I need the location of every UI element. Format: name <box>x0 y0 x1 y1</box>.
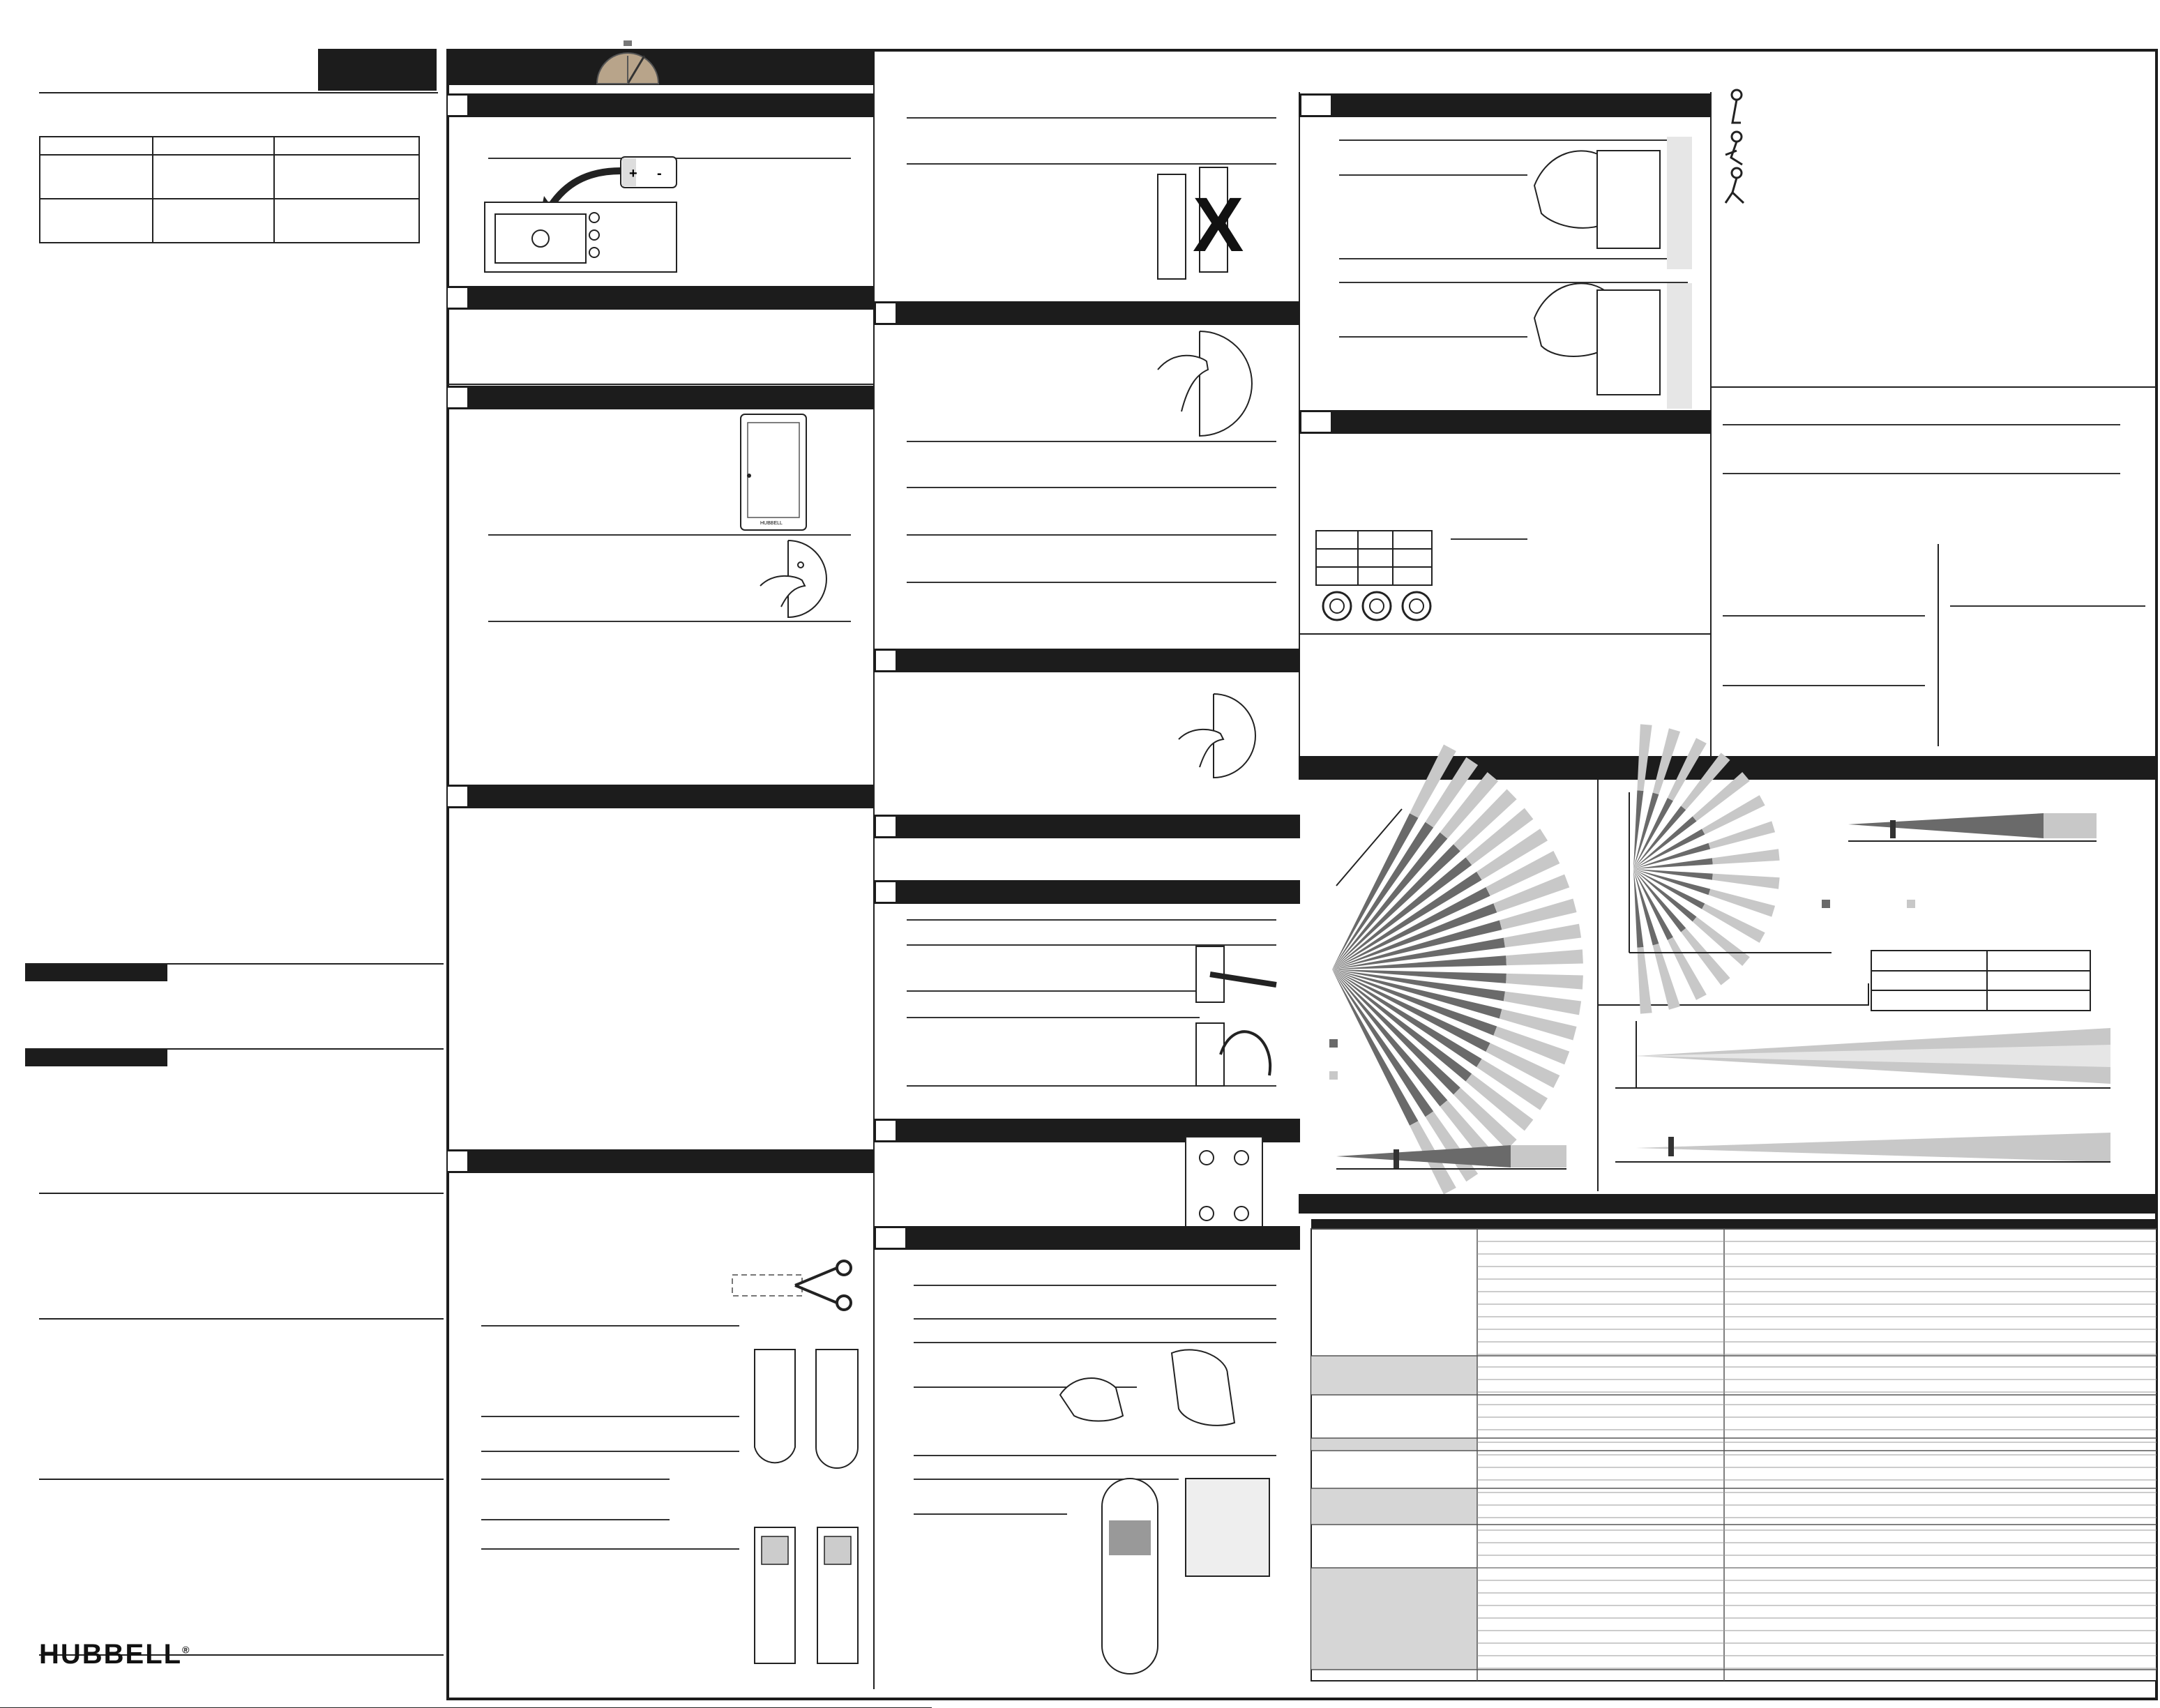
adjust-knobs <box>1321 590 1433 622</box>
range-table <box>1871 950 2091 1011</box>
text-line-c1-5 <box>481 1416 739 1417</box>
step-number-7 <box>875 649 897 672</box>
step-number-4 <box>446 785 469 808</box>
text-line-c1-7 <box>481 1479 670 1480</box>
left-section-rule-2 <box>25 1048 444 1050</box>
switch-brand-label: HUBBELL <box>760 521 783 526</box>
section-bar-6 <box>873 301 1300 325</box>
text-line-c2-4 <box>907 487 1276 488</box>
text-line-c4-1 <box>1723 424 2120 425</box>
text-line-c1-3 <box>488 621 851 622</box>
section-bar-3 <box>446 386 873 409</box>
step-number-2 <box>446 287 469 309</box>
rule-1 <box>446 384 873 385</box>
coverage-divider-h <box>1597 1004 1869 1006</box>
text-line-c4-5 <box>1950 605 2145 607</box>
text-line-c1-9 <box>481 1548 739 1550</box>
step-number-12 <box>1300 94 1332 116</box>
scissors-icon <box>732 1261 858 1310</box>
spec-table <box>39 136 420 243</box>
rule-c3-1 <box>1299 633 1710 635</box>
section-bar-9 <box>873 880 1300 904</box>
coverage-divider-v <box>1597 780 1599 1191</box>
screwdriver-icon <box>1193 943 1283 1089</box>
step-number-8 <box>875 815 897 838</box>
step-number-5 <box>446 1150 469 1172</box>
wall-install-figure <box>1527 137 1695 409</box>
text-line-c2-1 <box>907 117 1276 119</box>
text-line-c1-2 <box>488 534 851 536</box>
step-number-13 <box>1300 411 1332 433</box>
col-divider-c <box>1710 92 1712 756</box>
left-section-tab-2 <box>25 1050 167 1066</box>
step-number-3 <box>446 386 469 409</box>
sensor-housing-figure <box>753 1343 865 1670</box>
switch-plate-figure <box>739 413 809 531</box>
text-line-c4-4 <box>1723 685 1925 686</box>
left-section-rule-1 <box>25 963 444 965</box>
section-bar-11 <box>873 1226 1300 1250</box>
coverage-quarter-fan <box>1629 792 1832 957</box>
text-line-c2-7 <box>907 919 1276 921</box>
remove-plate-figure <box>1151 160 1244 300</box>
coverage-side-view-1 <box>1336 1135 1566 1174</box>
coverage-divider-step <box>1868 983 1869 1006</box>
text-line-c3-2 <box>1339 174 1527 176</box>
text-line-c2-3 <box>907 441 1276 442</box>
col-divider-d <box>1938 544 1939 746</box>
specs-section-bar <box>1299 1194 2158 1214</box>
text-line-c2-6 <box>907 582 1276 583</box>
legend-swatch-icon-3 <box>1907 900 1915 908</box>
walking-figure-icon <box>1723 88 1751 206</box>
battery-minus: - <box>657 166 662 181</box>
legend-swatch-icon-light <box>1329 1071 1338 1080</box>
section-bar-13 <box>1299 410 1710 434</box>
section-bar-5 <box>446 1149 873 1173</box>
step-number-6 <box>875 302 897 324</box>
legend-swatch-icon <box>1329 1039 1338 1048</box>
text-line-c1-4 <box>481 1325 739 1327</box>
reject-x-mark: X <box>1193 182 1244 268</box>
legend-swatch-icon-2 <box>1822 900 1830 908</box>
text-line-c3-5 <box>1339 336 1527 338</box>
sensitivity-table <box>1315 530 1433 586</box>
section-bar-8 <box>873 815 1300 838</box>
hubbell-logo: HUBBELL® <box>39 1639 191 1670</box>
specifications-grid <box>1311 1229 2157 1681</box>
text-line-c2-13 <box>914 1318 1276 1320</box>
coverage-corridor-2 <box>1615 1127 2110 1169</box>
battery-plus: + <box>629 166 637 181</box>
battery-install-figure <box>481 150 684 275</box>
section-bar-1 <box>446 93 873 117</box>
left-divider-2 <box>39 1318 444 1320</box>
mounting-bracket-figure <box>1172 1130 1276 1241</box>
stopwatch-icon <box>593 40 663 86</box>
left-divider-3 <box>39 1479 444 1480</box>
text-line-c3-6 <box>1451 538 1527 540</box>
step-number-11 <box>875 1227 907 1249</box>
left-header-tab <box>318 49 437 91</box>
section-bar-2 <box>446 286 873 310</box>
hand-press-icon <box>760 537 858 621</box>
step-number-9 <box>875 881 897 903</box>
coverage-corridor-1 <box>1615 1021 2110 1091</box>
text-line-c2-18 <box>914 1513 1067 1515</box>
section-bar-7 <box>873 649 1300 672</box>
text-line-c2-14 <box>914 1342 1276 1343</box>
hand-press-icon-3 <box>1179 690 1276 781</box>
step-number-10 <box>875 1119 897 1142</box>
text-line-c2-12 <box>914 1285 1276 1286</box>
left-section-tab-1 <box>25 965 167 981</box>
coverage-side-view-2 <box>1848 806 2097 848</box>
text-line-c2-5 <box>907 534 1276 536</box>
rule-c4-1 <box>1710 386 2157 388</box>
specs-header-bar <box>1311 1219 2158 1229</box>
section-bar-4 <box>446 785 873 808</box>
text-line-c2-10 <box>907 1017 1200 1018</box>
left-header-rule <box>39 92 438 93</box>
coverage-fan-icon <box>1325 788 1590 1179</box>
text-line-c2-9 <box>907 990 1200 992</box>
hand-press-icon-2 <box>1158 328 1283 439</box>
section-bar-12 <box>1299 93 1710 117</box>
left-divider-1 <box>39 1193 444 1194</box>
text-line-c1-8 <box>481 1519 670 1520</box>
text-line-c1-6 <box>481 1451 739 1452</box>
text-line-c4-3 <box>1723 615 1925 617</box>
text-line-c4-2 <box>1723 473 2120 474</box>
step-number-1 <box>446 94 469 116</box>
install-hands-figure <box>1060 1346 1283 1681</box>
